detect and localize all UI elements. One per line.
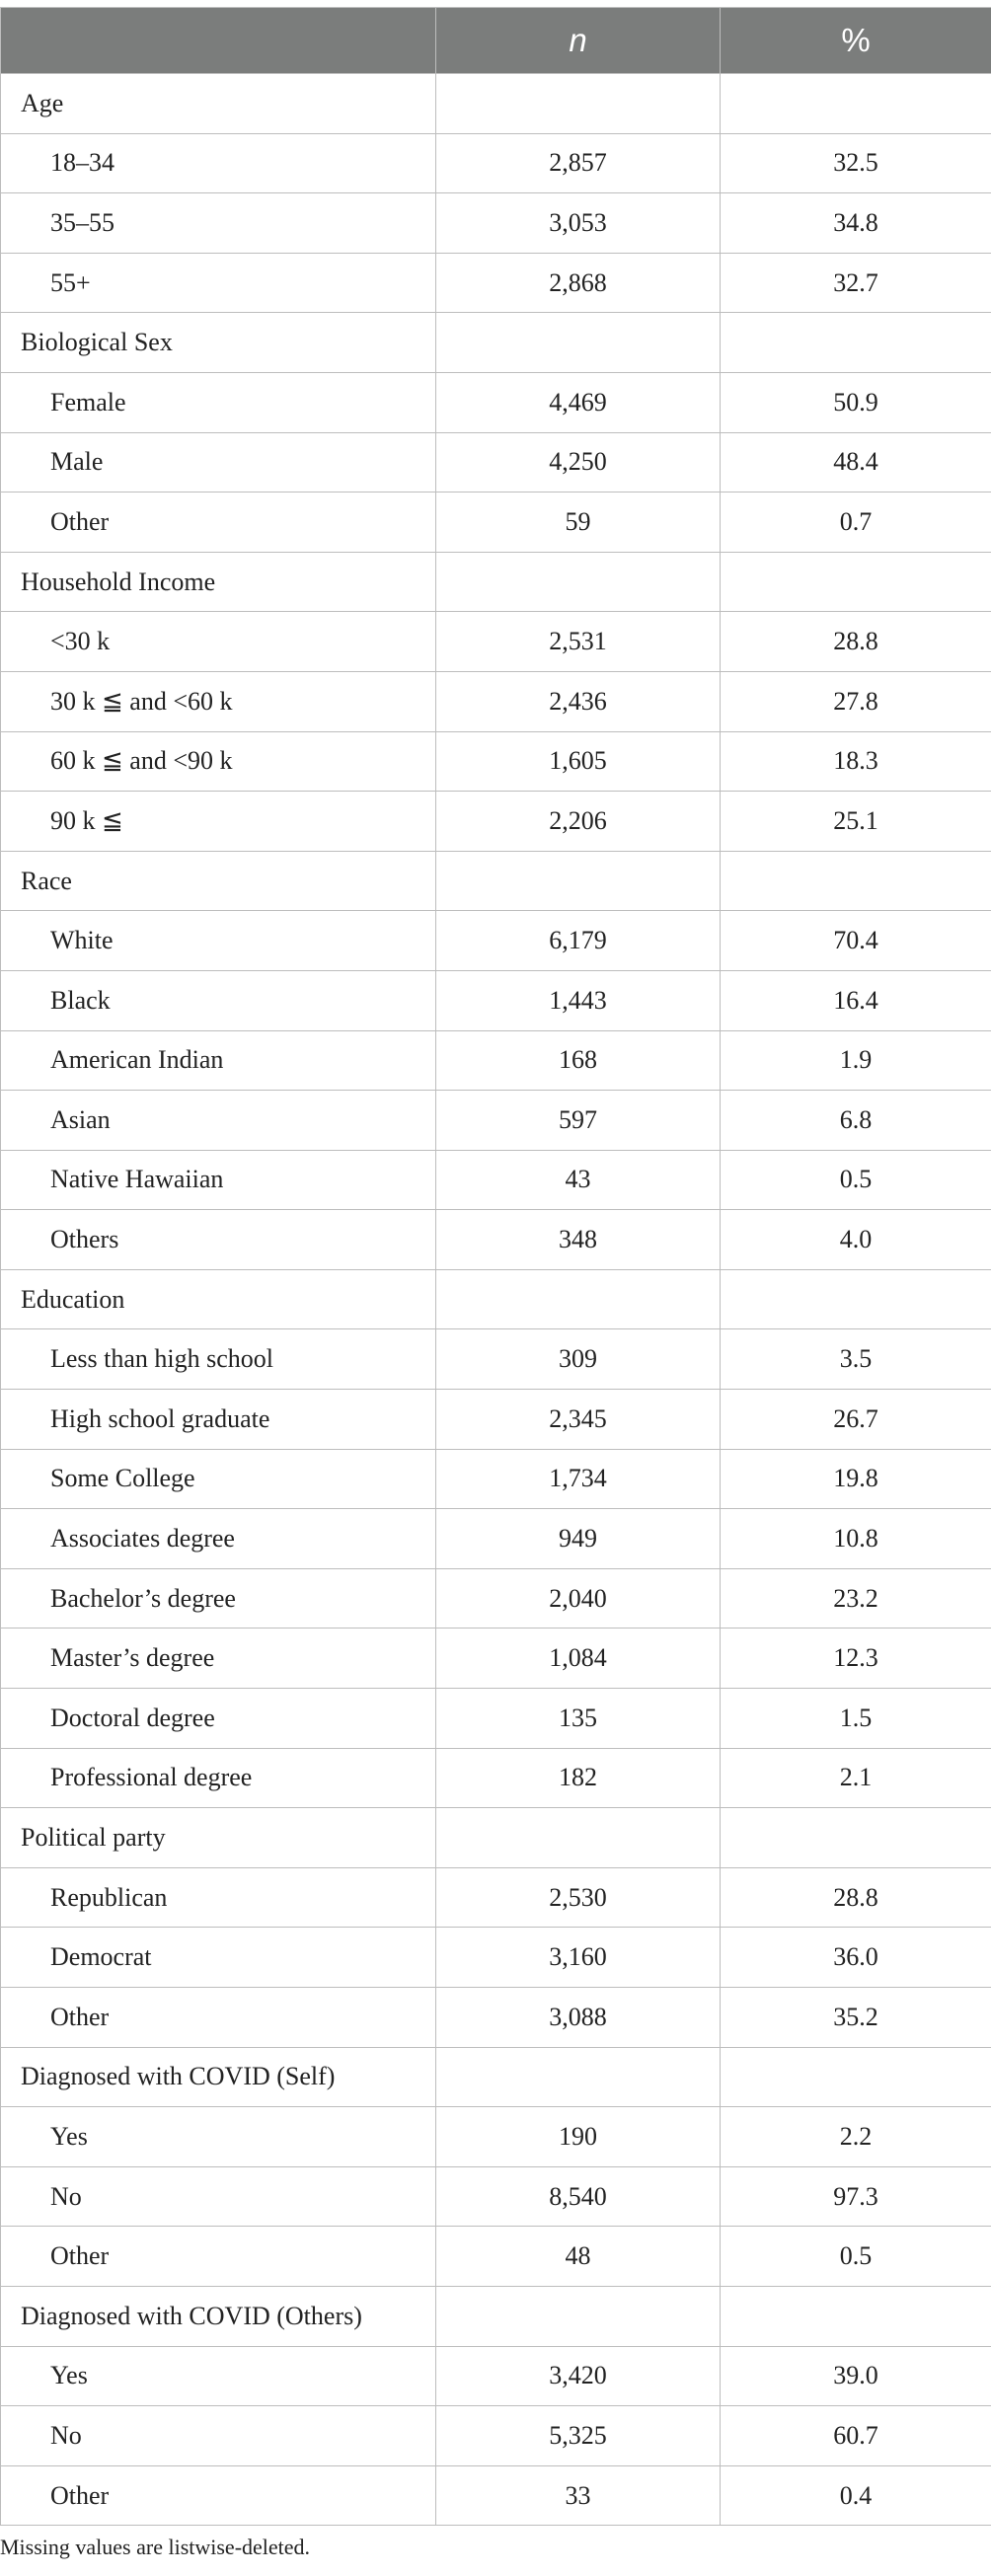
table-row	[1, 970, 991, 1030]
row-label: Asian	[1, 1091, 436, 1151]
table-row	[1, 2465, 991, 2526]
table-row	[1, 1150, 991, 1210]
row-n	[436, 74, 721, 134]
row-label: Less than high school	[1, 1329, 436, 1390]
row-n: 2,531	[436, 612, 721, 672]
row-n: 33	[436, 2465, 721, 2526]
row-n	[436, 2286, 721, 2346]
row-percent: 27.8	[721, 671, 991, 731]
row-n: 2,040	[436, 1568, 721, 1629]
header-label-cell	[1, 8, 436, 74]
row-percent: 50.9	[721, 372, 991, 432]
row-percent: 3.5	[721, 1329, 991, 1390]
row-n: 48	[436, 2227, 721, 2287]
row-percent: 28.8	[721, 612, 991, 672]
row-n: 597	[436, 1091, 721, 1151]
row-n	[436, 313, 721, 373]
row-percent: 4.0	[721, 1210, 991, 1270]
row-percent: 0.5	[721, 1150, 991, 1210]
table-row	[1, 671, 991, 731]
row-label: Other	[1, 1988, 436, 2048]
table-row	[1, 1449, 991, 1509]
row-n: 1,734	[436, 1449, 721, 1509]
row-percent	[721, 1808, 991, 1868]
header-percent: %	[721, 8, 991, 74]
row-percent	[721, 1269, 991, 1329]
row-n: 135	[436, 1689, 721, 1749]
row-percent	[721, 2047, 991, 2107]
row-n: 3,088	[436, 1988, 721, 2048]
row-percent: 2.2	[721, 2107, 991, 2167]
row-label: High school graduate	[1, 1390, 436, 1450]
row-percent: 1.9	[721, 1030, 991, 1091]
table-footnote: Missing values are listwise-deleted.	[0, 2535, 311, 2559]
row-label: Male	[1, 432, 436, 492]
row-n: 2,345	[436, 1390, 721, 1450]
row-n: 59	[436, 492, 721, 553]
row-n: 5,325	[436, 2406, 721, 2466]
row-label: Education	[1, 1269, 436, 1329]
demographics-table	[0, 7, 991, 2526]
table-row	[1, 2346, 991, 2406]
table-row	[1, 1030, 991, 1091]
row-percent: 1.5	[721, 1689, 991, 1749]
row-percent: 32.7	[721, 253, 991, 313]
row-percent	[721, 313, 991, 373]
table-row	[1, 2107, 991, 2167]
row-label: Biological Sex	[1, 313, 436, 373]
table-row	[1, 911, 991, 971]
row-percent: 18.3	[721, 731, 991, 792]
row-percent: 2.1	[721, 1748, 991, 1808]
row-n: 190	[436, 2107, 721, 2167]
row-percent: 60.7	[721, 2406, 991, 2466]
row-label: 60 k ≦ and <90 k	[1, 731, 436, 792]
row-percent: 36.0	[721, 1928, 991, 1988]
row-percent: 25.1	[721, 792, 991, 852]
row-percent: 39.0	[721, 2346, 991, 2406]
table-row	[1, 1629, 991, 1689]
row-n: 6,179	[436, 911, 721, 971]
row-label: American Indian	[1, 1030, 436, 1091]
row-label: 55+	[1, 253, 436, 313]
table-row	[1, 2286, 991, 2346]
row-percent: 0.5	[721, 2227, 991, 2287]
row-percent	[721, 2286, 991, 2346]
row-n: 2,530	[436, 1867, 721, 1928]
row-label: Yes	[1, 2107, 436, 2167]
row-percent: 28.8	[721, 1867, 991, 1928]
row-percent: 0.4	[721, 2465, 991, 2526]
row-label: No	[1, 2166, 436, 2227]
table-row	[1, 1390, 991, 1450]
row-n: 4,469	[436, 372, 721, 432]
row-n	[436, 1269, 721, 1329]
table-row	[1, 1509, 991, 1569]
table-row	[1, 1689, 991, 1749]
row-n: 2,857	[436, 133, 721, 193]
table-row	[1, 313, 991, 373]
row-n	[436, 851, 721, 911]
row-label: Native Hawaiian	[1, 1150, 436, 1210]
header-n: n	[436, 8, 721, 74]
table-row	[1, 851, 991, 911]
row-percent: 48.4	[721, 432, 991, 492]
row-label: Yes	[1, 2346, 436, 2406]
table-row	[1, 731, 991, 792]
table-row	[1, 1568, 991, 1629]
row-n: 1,605	[436, 731, 721, 792]
row-label: Doctoral degree	[1, 1689, 436, 1749]
row-label: <30 k	[1, 612, 436, 672]
table-row	[1, 2406, 991, 2466]
row-percent: 26.7	[721, 1390, 991, 1450]
table-header-row	[1, 8, 991, 74]
row-percent: 97.3	[721, 2166, 991, 2227]
table-row	[1, 1748, 991, 1808]
row-n: 1,443	[436, 970, 721, 1030]
row-label: Democrat	[1, 1928, 436, 1988]
row-percent: 19.8	[721, 1449, 991, 1509]
row-n: 309	[436, 1329, 721, 1390]
row-n: 3,420	[436, 2346, 721, 2406]
row-percent	[721, 74, 991, 134]
table-row	[1, 372, 991, 432]
row-n: 2,206	[436, 792, 721, 852]
row-label: 18–34	[1, 133, 436, 193]
table-row	[1, 1091, 991, 1151]
row-percent: 12.3	[721, 1629, 991, 1689]
table-row	[1, 133, 991, 193]
table-row	[1, 1808, 991, 1868]
row-label: Republican	[1, 1867, 436, 1928]
row-n: 182	[436, 1748, 721, 1808]
row-percent: 23.2	[721, 1568, 991, 1629]
row-label: Black	[1, 970, 436, 1030]
row-label: Race	[1, 851, 436, 911]
row-n: 949	[436, 1509, 721, 1569]
row-n: 168	[436, 1030, 721, 1091]
table-row	[1, 1988, 991, 2048]
table-row	[1, 1928, 991, 1988]
table-row	[1, 1269, 991, 1329]
row-label: Other	[1, 492, 436, 553]
row-n	[436, 2047, 721, 2107]
row-n	[436, 1808, 721, 1868]
row-label: Some College	[1, 1449, 436, 1509]
table-row	[1, 74, 991, 134]
table-row	[1, 1867, 991, 1928]
row-n: 3,053	[436, 193, 721, 254]
row-n: 43	[436, 1150, 721, 1210]
row-label: Political party	[1, 1808, 436, 1868]
row-percent	[721, 552, 991, 612]
row-percent: 16.4	[721, 970, 991, 1030]
row-percent: 70.4	[721, 911, 991, 971]
row-label: Diagnosed with COVID (Self)	[1, 2047, 436, 2107]
table-row	[1, 792, 991, 852]
row-n	[436, 552, 721, 612]
table-row	[1, 432, 991, 492]
row-label: Other	[1, 2465, 436, 2526]
table-row	[1, 253, 991, 313]
row-label: Bachelor’s degree	[1, 1568, 436, 1629]
row-percent: 32.5	[721, 133, 991, 193]
row-label: Others	[1, 1210, 436, 1270]
row-n: 3,160	[436, 1928, 721, 1988]
row-label: White	[1, 911, 436, 971]
row-label: Household Income	[1, 552, 436, 612]
table-row	[1, 492, 991, 553]
row-label: Master’s degree	[1, 1629, 436, 1689]
row-n: 348	[436, 1210, 721, 1270]
table-row	[1, 193, 991, 254]
row-n: 2,868	[436, 253, 721, 313]
table-row	[1, 612, 991, 672]
row-percent: 34.8	[721, 193, 991, 254]
row-percent: 0.7	[721, 492, 991, 553]
table-row	[1, 2047, 991, 2107]
row-label: Diagnosed with COVID (Others)	[1, 2286, 436, 2346]
row-label: No	[1, 2406, 436, 2466]
table-row	[1, 2227, 991, 2287]
row-n: 1,084	[436, 1629, 721, 1689]
table-row	[1, 552, 991, 612]
row-label: Associates degree	[1, 1509, 436, 1569]
row-percent: 35.2	[721, 1988, 991, 2048]
row-label: 30 k ≦ and <60 k	[1, 671, 436, 731]
row-label: Female	[1, 372, 436, 432]
row-label: Age	[1, 74, 436, 134]
table-row	[1, 1210, 991, 1270]
row-n: 4,250	[436, 432, 721, 492]
row-label: Other	[1, 2227, 436, 2287]
row-label: 35–55	[1, 193, 436, 254]
table-row	[1, 1329, 991, 1390]
row-percent: 10.8	[721, 1509, 991, 1569]
row-percent	[721, 851, 991, 911]
row-percent: 6.8	[721, 1091, 991, 1151]
table-row	[1, 2166, 991, 2227]
row-n: 8,540	[436, 2166, 721, 2227]
row-label: Professional degree	[1, 1748, 436, 1808]
row-n: 2,436	[436, 671, 721, 731]
row-label: 90 k ≦	[1, 792, 436, 852]
